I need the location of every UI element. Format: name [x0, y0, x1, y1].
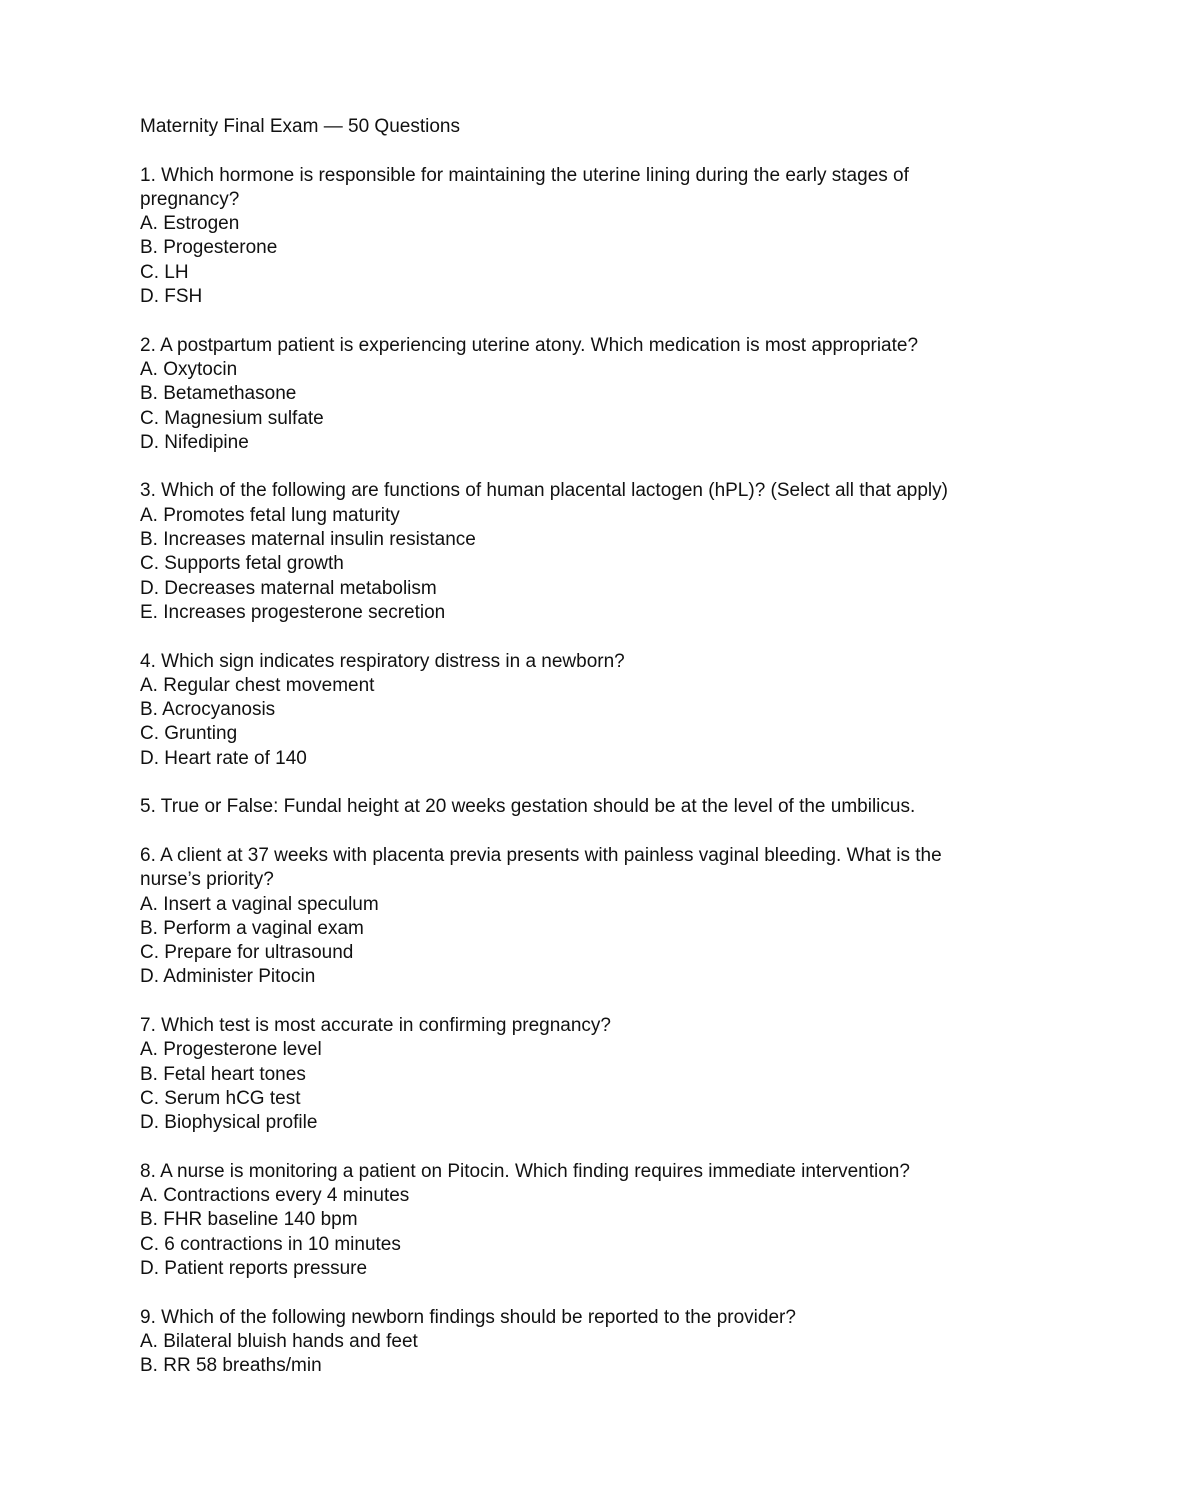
question-7	[140, 1014, 1040, 1135]
question-stem: A client at 37 weeks with placenta previa presents with painless vaginal bleeding. What is the	[160, 844, 942, 866]
question-1	[140, 164, 1040, 310]
answer-option: C. LH	[140, 261, 189, 283]
question-text	[140, 164, 1040, 188]
question-text	[140, 795, 1040, 819]
question-number: 7 .	[140, 1015, 161, 1036]
answer-option: B. RR 58 breaths/min	[140, 1355, 322, 1377]
question-stem: A postpartum patient is experiencing uterine atony. Which medication is most appropriate?	[160, 334, 919, 356]
question-text	[140, 334, 1040, 358]
answer-option: D. Decreases maternal metabolism	[140, 577, 437, 599]
question-3	[140, 479, 1040, 625]
answer-option: B. Perform a vaginal exam	[140, 917, 364, 939]
question-stem: Which test is most accurate in confirming pregnancy?	[161, 1014, 611, 1036]
answer-option: D. Biophysical profile	[140, 1112, 318, 1134]
answer-option: C. Serum hCG test	[140, 1087, 301, 1109]
answer-option: D. Administer Pitocin	[140, 966, 316, 988]
answer-option: C. Grunting	[140, 723, 238, 745]
answer-option: C. Magnesium sulfate	[140, 407, 324, 429]
question-text	[140, 1014, 1040, 1038]
question-stem-continued: pregnancy?	[140, 188, 240, 210]
question-number: 5 .	[140, 796, 161, 817]
answer-option: B. FHR baseline 140 bpm	[140, 1209, 358, 1231]
question-text	[140, 1306, 1040, 1330]
question-2	[140, 334, 1040, 455]
answer-option: B. Fetal heart tones	[140, 1063, 306, 1085]
answer-option: D. FSH	[140, 286, 203, 308]
answer-option: A. Promotes fetal lung maturity	[140, 504, 400, 526]
question-stem: Which sign indicates respiratory distress in a newborn?	[161, 650, 625, 672]
question-5	[140, 795, 1040, 819]
question-stem: A nurse is monitoring a patient on Pitocin. Which finding requires immediate intervention?	[160, 1160, 910, 1182]
question-8	[140, 1160, 1040, 1281]
answer-option: A. Regular chest movement	[140, 674, 375, 696]
answer-option: C. Prepare for ultrasound	[140, 942, 354, 964]
answer-option: D. Nifedipine	[140, 431, 249, 453]
question-number: 9 .	[140, 1307, 161, 1328]
answer-option: A. Oxytocin	[140, 358, 238, 380]
answer-option: B. Acrocyanosis	[140, 699, 276, 721]
answer-option: A. Estrogen	[140, 213, 240, 235]
question-4	[140, 650, 1040, 771]
question-stem: Which of the following newborn findings should be reported to the provider?	[161, 1306, 796, 1328]
question-stem-continued: nurse’s priority?	[140, 869, 274, 891]
question-text	[140, 1160, 1040, 1184]
question-9	[140, 1306, 1040, 1379]
question-number: 8 .	[140, 1161, 160, 1182]
answer-option: B. Betamethasone	[140, 383, 297, 405]
answer-option: B. Increases maternal insulin resistance	[140, 529, 476, 551]
answer-option: A. Bilateral bluish hands and feet	[140, 1330, 418, 1352]
question-number: 3 .	[140, 480, 161, 501]
question-number: 4 .	[140, 651, 161, 672]
question-6	[140, 844, 1040, 990]
question-number: 6 .	[140, 845, 160, 866]
question-number: 1 .	[140, 165, 161, 186]
answer-option: A. Insert a vaginal speculum	[140, 893, 379, 915]
question-stem: Which of the following are functions of human placental lactogen (hPL)? (Select all that apply)	[161, 480, 948, 502]
document-page	[140, 115, 1040, 1403]
answer-option: A. Contractions every 4 minutes	[140, 1185, 410, 1207]
question-text	[140, 479, 1040, 503]
answer-option: D. Patient reports pressure	[140, 1257, 368, 1279]
answer-option: C. Supports fetal growth	[140, 553, 344, 575]
question-stem: Which hormone is responsible for maintaining the uterine lining during the early stages of	[161, 164, 909, 186]
answer-option: B. Progesterone	[140, 237, 278, 259]
answer-option: C. 6 contractions in 10 minutes	[140, 1233, 401, 1255]
answer-option: E. Increases progesterone secretion	[140, 601, 446, 623]
question-text	[140, 844, 1040, 868]
document-title: Maternity Final Exam — 50 Questions	[140, 116, 460, 137]
question-text	[140, 650, 1040, 674]
question-stem: True or False: Fundal height at 20 weeks gestation should be at the level of the umbilicus.	[160, 796, 916, 818]
answer-option: A. Progesterone level	[140, 1039, 322, 1061]
question-number: 2 .	[140, 335, 160, 356]
answer-option: D. Heart rate of 140	[140, 747, 307, 769]
